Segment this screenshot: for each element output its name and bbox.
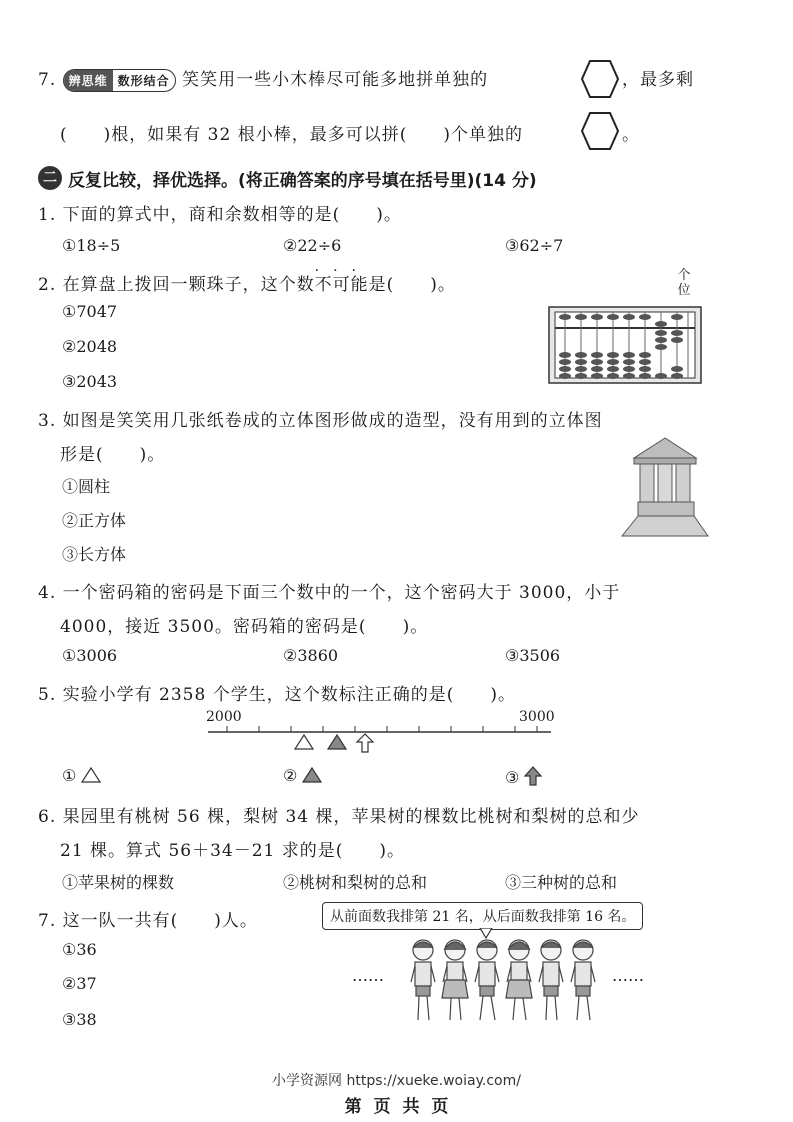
question-6-line2: 21 棵。算式 56＋34－21 求的是( )。 (60, 841, 406, 861)
section-number-badge (38, 166, 62, 190)
left-ellipsis: …… (352, 966, 384, 985)
q7-option-2: ②37 (62, 974, 97, 993)
footer-page: 第 页 共 页 (344, 1097, 449, 1117)
section-number: 二 (43, 170, 57, 186)
number-line-left-label: 2000 (206, 709, 242, 725)
speech-bubble: 从前面数我排第 21 名，从后面数我排第 16 名。 (322, 902, 643, 930)
child-figure-2 (442, 940, 468, 1020)
filled-triangle-marker (328, 735, 346, 749)
hollow-triangle-icon (81, 767, 101, 783)
child-figure-6 (571, 940, 595, 1020)
section-title: 反复比较，择优选择。(将正确答案的序号填在括号里)(14 分) (68, 171, 537, 191)
q7-top-line1 (38, 65, 488, 92)
question-4-line1: 4. 一个密码箱的密码是下面三个数中的一个，这个密码大于 3000，小于 (38, 583, 621, 603)
q7-option-3: ③38 (62, 1010, 97, 1029)
q4-option-3: ③3506 (505, 646, 561, 665)
q7-text-a: 笑笑用一些小木棒尽可能多地拼单独的 (182, 70, 489, 90)
arrow-marker (357, 734, 373, 752)
q5-option-3-label: ③ (505, 768, 520, 787)
emphasis-dots: ··· (314, 263, 370, 279)
thinking-tag (63, 69, 176, 92)
abacus-label: 个位 (677, 268, 691, 298)
question-6-line1: 6. 果园里有桃树 56 棵，梨树 34 棵，苹果树的棵数比桃树和梨树的总和少 (38, 807, 640, 827)
question-2 (38, 263, 456, 295)
q5-option-2 (283, 766, 322, 785)
q3-option-3: ③长方体 (62, 545, 127, 564)
q6-option-3: ③三种树的总和 (505, 873, 618, 892)
hexagon-icon (580, 58, 620, 100)
question-4-line2: 4000，接近 3500。密码箱的密码是( )。 (60, 617, 429, 637)
q2-text-b: 是( )。 (368, 275, 456, 295)
child-figure-5 (539, 940, 563, 1020)
question-7: 7. 这一队一共有( )人。 (38, 911, 258, 931)
q1-option-3: ③62÷7 (505, 236, 564, 255)
question-1: 1. 下面的算式中，商和余数相等的是( )。 (38, 205, 402, 225)
q2-option-3: ③2043 (62, 372, 118, 391)
hollow-triangle-marker (295, 735, 313, 749)
child-figure-3 (475, 940, 499, 1020)
child-figure-1 (411, 940, 435, 1020)
q4-option-1: ①3006 (62, 646, 118, 665)
q6-option-2: ②桃树和梨树的总和 (283, 873, 428, 892)
q4-option-2: ②3860 (283, 646, 339, 665)
abacus-figure (548, 306, 702, 384)
q7-text-line2: ( )根，如果有 32 根小棒，最多可以拼( )个单独的 (60, 125, 523, 145)
paper-sculpture-figure (620, 436, 710, 538)
children-queue-figure (405, 938, 605, 1030)
question-3-line2: 形是( )。 (60, 445, 166, 465)
question-3-line1: 3. 如图是笑笑用几张纸卷成的立体图形做成的造型，没有用到的立体图 (38, 411, 603, 431)
q7-text-b: ，最多剩 (622, 70, 694, 90)
q2-option-2: ②2048 (62, 337, 118, 356)
q5-option-1 (62, 766, 101, 785)
right-ellipsis: …… (612, 966, 644, 985)
q2-emphasis (314, 263, 370, 295)
q6-option-1: ①苹果树的棵数 (62, 873, 175, 892)
footer-site: 小学资源网 https://xueke.woiay.com/ (272, 1073, 521, 1089)
question-5: 5. 实验小学有 2358 个学生，这个数标注正确的是( )。 (38, 685, 516, 705)
q5-option-2-label: ② (283, 766, 298, 785)
q2-text-a: 2. 在算盘上拨回一颗珠子，这个数 (38, 275, 315, 295)
arrow-up-icon (524, 766, 542, 786)
q5-option-1-label: ① (62, 766, 77, 785)
q7-option-1: ①36 (62, 940, 97, 959)
q2-option-1: ①7047 (62, 302, 118, 321)
q5-option-3 (505, 766, 542, 787)
hexagon-icon (580, 110, 620, 152)
filled-triangle-icon (302, 767, 322, 783)
q1-option-2: ②22÷6 (283, 236, 342, 255)
question-number: 7. (38, 70, 57, 90)
q3-option-1: ①圆柱 (62, 477, 111, 496)
tag-dark-label: 辨思维 (64, 70, 113, 91)
q2-emph-text: 不可能 (314, 275, 369, 295)
number-line-right-label: 3000 (519, 709, 555, 725)
tag-light-label: 数形结合 (117, 74, 170, 88)
q1-option-1: ①18÷5 (62, 236, 121, 255)
q7-text-end: 。 (622, 125, 640, 145)
child-figure-4 (506, 940, 532, 1020)
number-line (205, 722, 555, 756)
q3-option-2: ②正方体 (62, 511, 127, 530)
